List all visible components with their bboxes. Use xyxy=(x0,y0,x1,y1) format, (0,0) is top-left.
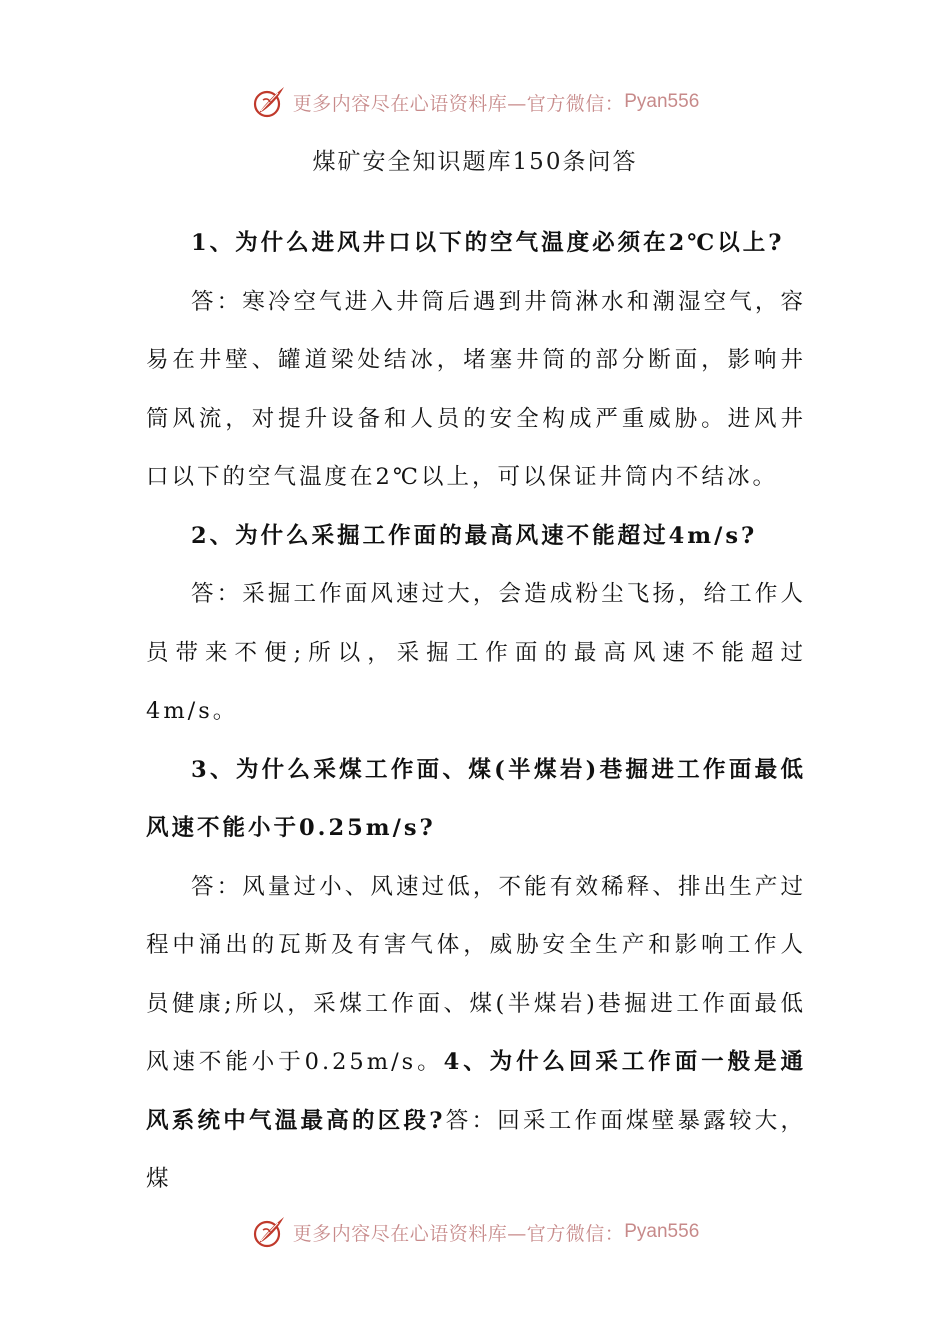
watermark-banner-top xyxy=(0,82,950,122)
watermark-text: 更多内容尽在心语资料库—官方微信： xyxy=(292,92,625,115)
answer-4: 答：回采工作面煤壁暴露较大，煤 xyxy=(146,1107,806,1192)
question-4: 4、为什么回采工作面一般是通风系统中气温最高的区段? xyxy=(146,1049,807,1134)
document-title: 煤矿安全知识题库150条问答 xyxy=(312,149,638,175)
watermark-handle: Pyan556 xyxy=(624,91,700,112)
question-2: 2、为什么采掘工作面的最高风速不能超过4m/s? xyxy=(191,522,758,549)
answer-3: 答：风量过小、风速过低，不能有效稀释、排出生产过程中涌出的瓦斯及有害气体，威胁安全生产和影响工作人员健康;所以，采煤工作面、煤(半煤岩)巷掘进工作面最低风速不能小于0.25m/s。 xyxy=(146,873,806,1075)
answer-1: 答：寒冷空气进入井筒后遇到井筒淋水和潮湿空气，容易在井壁、罐道梁处结冰，堵塞井筒的部分断面，影响井筒风流，对提升设备和人员的安全构成严重威胁。进风井口以下的空气温度在2℃以上，可以保证井筒内不结冰。 xyxy=(146,288,806,490)
watermark-handle: Pyan556 xyxy=(624,1221,700,1242)
document-body xyxy=(146,214,806,1209)
answer-2: 答：采掘工作面风速过大，会造成粉尘飞扬，给工作人员带来不便;所以，采掘工作面的最高风速不能超过4m/s。 xyxy=(146,581,806,724)
question-1: 1、为什么进风井口以下的空气温度必须在2℃以上? xyxy=(191,230,785,256)
watermark-text: 更多内容尽在心语资料库—官方微信： xyxy=(292,1222,625,1245)
quill-logo-icon xyxy=(251,1214,287,1250)
watermark-banner-bottom xyxy=(0,1212,950,1252)
quill-logo-icon xyxy=(251,84,287,120)
question-3: 3、为什么采煤工作面、煤(半煤岩)巷掘进工作面最低风速不能小于0.25m/s? xyxy=(146,756,806,841)
answer-3-paragraph xyxy=(146,858,806,1209)
